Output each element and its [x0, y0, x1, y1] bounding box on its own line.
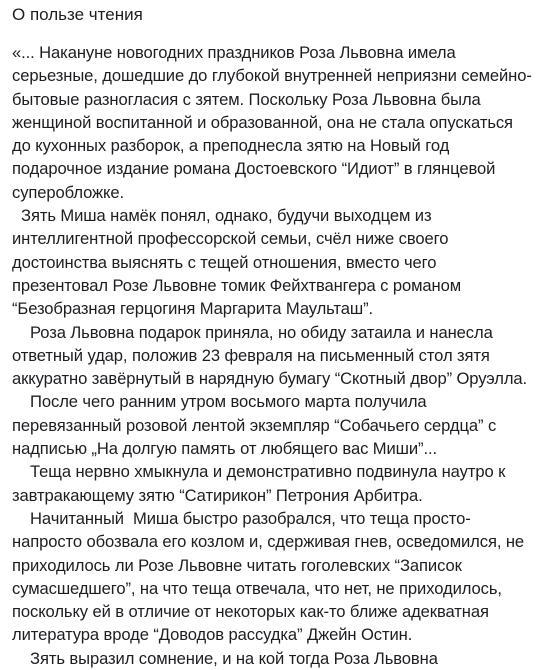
paragraph-1: «... Накануне новогодних праздников Роза Львовна имела серьезные, дошедшие до глубокой внутренней неприязни семейно-бытовые разногласия с зятем. Поскольку Роза Львовна была женщиной воспитанной и образованной, она не стала опускаться до кухонных разборок, а преподнесла зятю на Новый год подарочное издание романа Достоевского “Идиот” в глянцевой суперобложке. — [12, 43, 532, 202]
paragraph-5: Теща нервно хмыкнула и демонстративно подвинула наутро к завтракающему зятю “Сатирикон” Петрония Арбитра. — [12, 462, 510, 505]
paragraph-7: Зять выразил сомнение, и на кой тогда Роза Львовна — [12, 648, 438, 668]
paragraph-2: Зять Миша намёк понял, однако, будучи выходцем из интеллигентной профессорской семьи, счёл ниже своего достоинства выяснять с тещей отношения, вместо чего презентовал Розе Львовне томик Фейхтвангера с романом “Безобразная герцогиня Маргарита Маульташ”. — [12, 206, 466, 319]
post-body — [12, 41, 535, 670]
post-title: О пользе чтения — [12, 5, 143, 24]
paragraph-3: Роза Львовна подарок приняла, но обиду затаила и нанесла ответный удар, положив 23 февраля на письменный стол зятя аккуратно завёрнутый в нарядную бумагу “Скотный двор” Оруэлла. — [12, 322, 528, 389]
paragraph-6: Начитанный Миша быстро разобрался, что теща просто-напросто обозвала его козлом и, сдерживая гнев, осведомился, не приходилось ли Розе Львовне читать гоголевских “Записок сумасшедшего”, на что теща отвечала, что нет, не приходилось, поскольку ей в отличие от некоторых как-то ближе адекватная литература вроде “Доводов рассудка” Джейн Остин. — [12, 508, 529, 645]
paragraph-4: После чего ранним утром восьмого марта получила перевязанный розовой лентой экземпляр “Собачьего сердца” с надписью „На долгую память от любящего вас Миши”... — [12, 392, 501, 459]
